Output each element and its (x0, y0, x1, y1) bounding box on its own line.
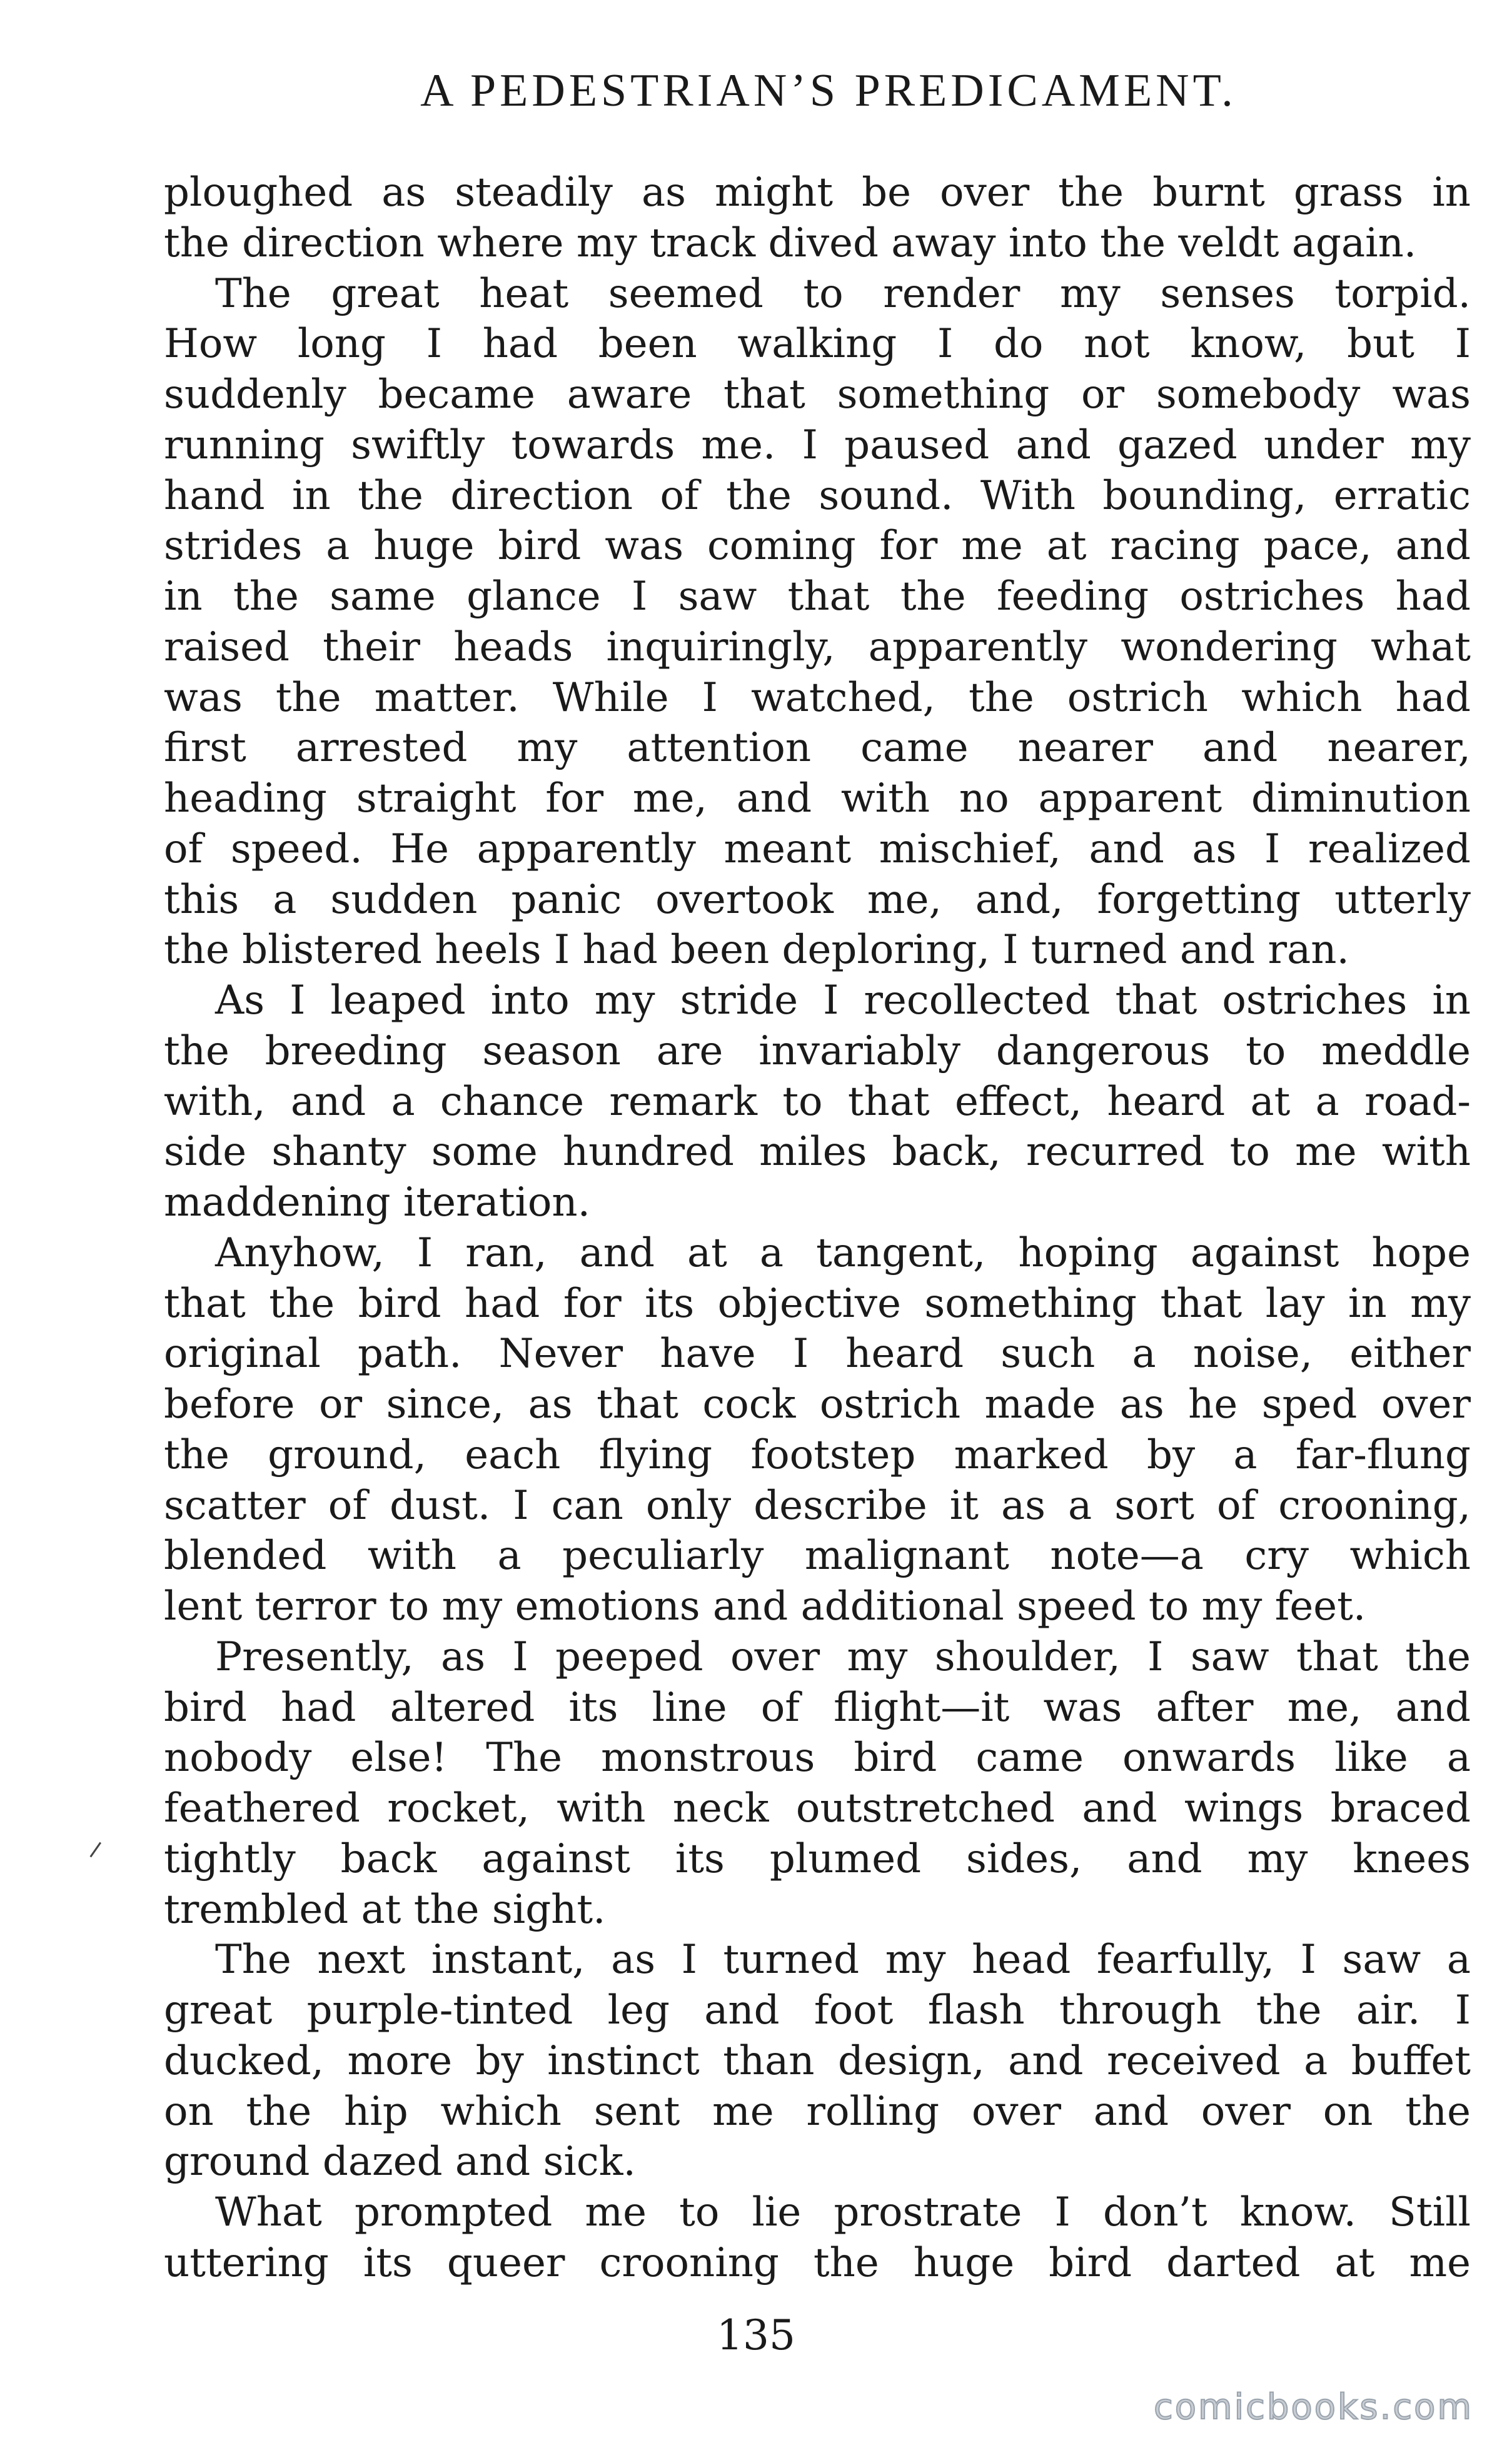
text-line: The great heat seemed to render my senses torpid. (215, 270, 1471, 317)
text-line: trembled at the sight. (164, 1886, 606, 1933)
text-line: As I leaped into my stride I recollected that ostriches in (215, 977, 1471, 1024)
text-line: maddening iteration. (164, 1179, 590, 1226)
text-line: Anyhow, I ran, and at a tangent, hoping against hope (215, 1229, 1471, 1276)
text-line: The next instant, as I turned my head fearfully, I saw a (215, 1937, 1471, 1984)
margin-pencil-mark (90, 1842, 109, 1863)
paragraph (164, 1228, 1471, 1632)
text-line: hand in the direction of the sound. With bounding, erratic (164, 472, 1471, 519)
text-line: side shanty some hundred miles back, recurred to me with (164, 1129, 1471, 1176)
text-line: original path. Never have I heard such a noise, either (164, 1331, 1471, 1378)
paragraph (164, 1935, 1471, 2187)
text-line: with, and a chance remark to that effect, heard at a road- (164, 1078, 1471, 1125)
text-line: on the hip which sent me rolling over and over on the (164, 2088, 1471, 2135)
body-text (164, 168, 1471, 2289)
text-line: Presently, as I peeped over my shoulder, I saw that the (215, 1633, 1471, 1680)
paragraph (164, 975, 1471, 1228)
text-line: feathered rocket, with neck outstretched and wings braced (164, 1785, 1471, 1832)
text-line: was the matter. While I watched, the ostrich which had (164, 674, 1471, 721)
paragraph (164, 2187, 1471, 2289)
text-line: blended with a peculiarly malignant note—a cry which (164, 1533, 1471, 1580)
text-line: the ground, each flying footstep marked by a far-flung (164, 1431, 1471, 1478)
text-line: heading straight for me, and with no apparent diminution (164, 775, 1471, 822)
text-line: the direction where my track dived away into the veldt again. (164, 219, 1417, 266)
paragraph (164, 1632, 1471, 1935)
text-line: first arrested my attention came nearer and nearer, (164, 725, 1471, 772)
text-line: raised their heads inquiringly, apparently wondering what (164, 623, 1471, 670)
text-line: lent terror to my emotions and additional speed to my feet. (164, 1583, 1366, 1630)
text-line: the blistered heels I had been deploring, I turned and ran. (164, 927, 1349, 974)
text-line: the breeding season are invariably dangerous to meddle (164, 1027, 1471, 1074)
text-line: bird had altered its line of flight—it was after me, and (164, 1684, 1471, 1731)
text-line: strides a huge bird was coming for me at racing pace, and (164, 523, 1471, 570)
text-line: ploughed as steadily as might be over the burnt grass in (164, 169, 1471, 216)
text-line: suddenly became aware that something or somebody was (164, 371, 1471, 418)
text-line: of speed. He apparently meant mischief, and as I realized (164, 825, 1471, 872)
text-line: scatter of dust. I can only describe it as a sort of crooning, (164, 1482, 1471, 1529)
text-line: great purple-tinted leg and foot flash through the air. I (164, 1987, 1471, 2034)
paragraph (164, 269, 1471, 976)
text-line: How long I had been walking I do not know, but I (164, 321, 1471, 368)
running-head: A PEDESTRIAN’S PREDICAMENT. (420, 65, 1237, 116)
text-line: ducked, more by instinct than design, and received a buffet (164, 2037, 1471, 2084)
text-line: ground dazed and sick. (164, 2139, 636, 2185)
text-line: in the same glance I saw that the feeding ostriches had (164, 573, 1471, 620)
text-line: running swiftly towards me. I paused and gazed under my (164, 421, 1471, 468)
page-number: 135 (717, 2311, 795, 2359)
paragraph (164, 168, 1471, 269)
text-line: before or since, as that cock ostrich made as he sped over (164, 1381, 1471, 1428)
text-line: this a sudden panic overtook me, and, forgetting utterly (164, 876, 1471, 923)
text-line: tightly back against its plumed sides, and my knees (164, 1835, 1471, 1882)
text-line: uttering its queer crooning the huge bird darted at me (164, 2239, 1471, 2286)
text-line: that the bird had for its objective something that lay in my (164, 1280, 1471, 1327)
watermark: comicbooks.com (1153, 2387, 1473, 2427)
text-line: What prompted me to lie prostrate I don’t know. Still (215, 2189, 1471, 2236)
text-line: nobody else! The monstrous bird came onwards like a (164, 1735, 1471, 1782)
